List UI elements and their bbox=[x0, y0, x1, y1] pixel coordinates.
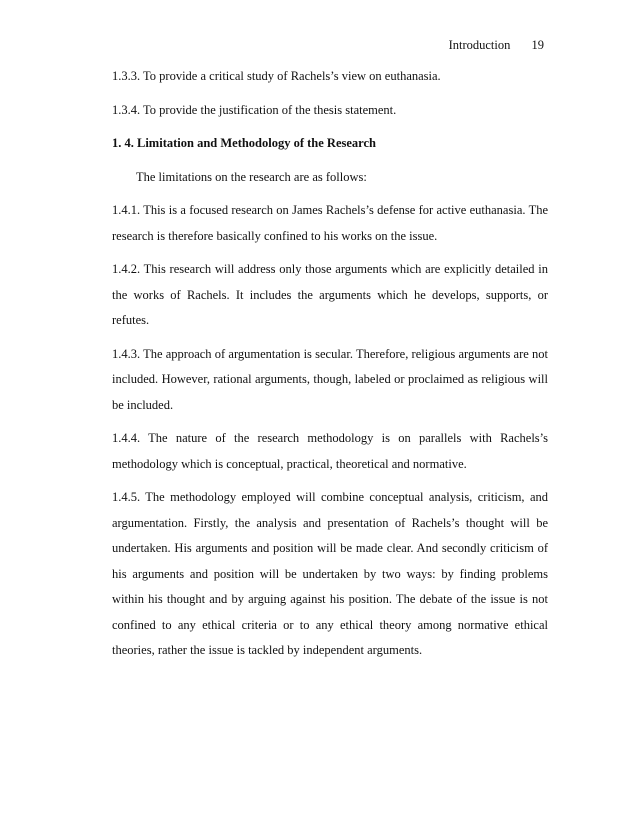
objective-item: 1.3.4. To provide the justification of the thesis statement. bbox=[112, 102, 397, 117]
limitation-item: 1.4.2. This research will address only those arguments which are explicitly detailed in the works of Rachels. It includes the arguments which he develops, supports, or refutes. bbox=[112, 262, 548, 327]
limitation-item: 1.4.1. This is a focused research on James Rachels’s defense for active euthanasia. The research is therefore basically confined to his works on the issue. bbox=[112, 203, 548, 243]
limitation-item: 1.4.3. The approach of argumentation is secular. Therefore, religious arguments are not included. However, rational arguments, though, labeled or proclaimed as religious will be included. bbox=[112, 346, 548, 412]
objective-item: 1.3.3. To provide a critical study of Rachels’s view on euthanasia. bbox=[112, 69, 441, 83]
section-intro: The limitations on the research are as follows: bbox=[136, 169, 367, 184]
limitation-item: 1.4.4. The nature of the research methodology is on parallels with Rachels’s methodology which is conceptual, practical, theoretical and normative. bbox=[112, 431, 548, 471]
document-body bbox=[112, 64, 548, 672]
chapter-title: Introduction bbox=[448, 38, 511, 52]
section-heading: 1. 4. Limitation and Methodology of the Research bbox=[112, 136, 376, 150]
running-header bbox=[449, 38, 544, 53]
limitation-item: 1.4.5. The methodology employed will combine conceptual analysis, criticism, and argumentation. Firstly, the analysis and presentation of Rachels’s thought will be undertaken. His arguments and position will be made clear. And secondly criticism of his arguments and position will be undertaken by two ways: by finding problems within his thought and by arguing against his position. The debate of the issue is not confined to any ethical criteria or to any ethical theory among normative ethical theories, rather the issue is tackled by independent arguments. bbox=[112, 490, 548, 657]
page-number: 19 bbox=[531, 38, 544, 52]
